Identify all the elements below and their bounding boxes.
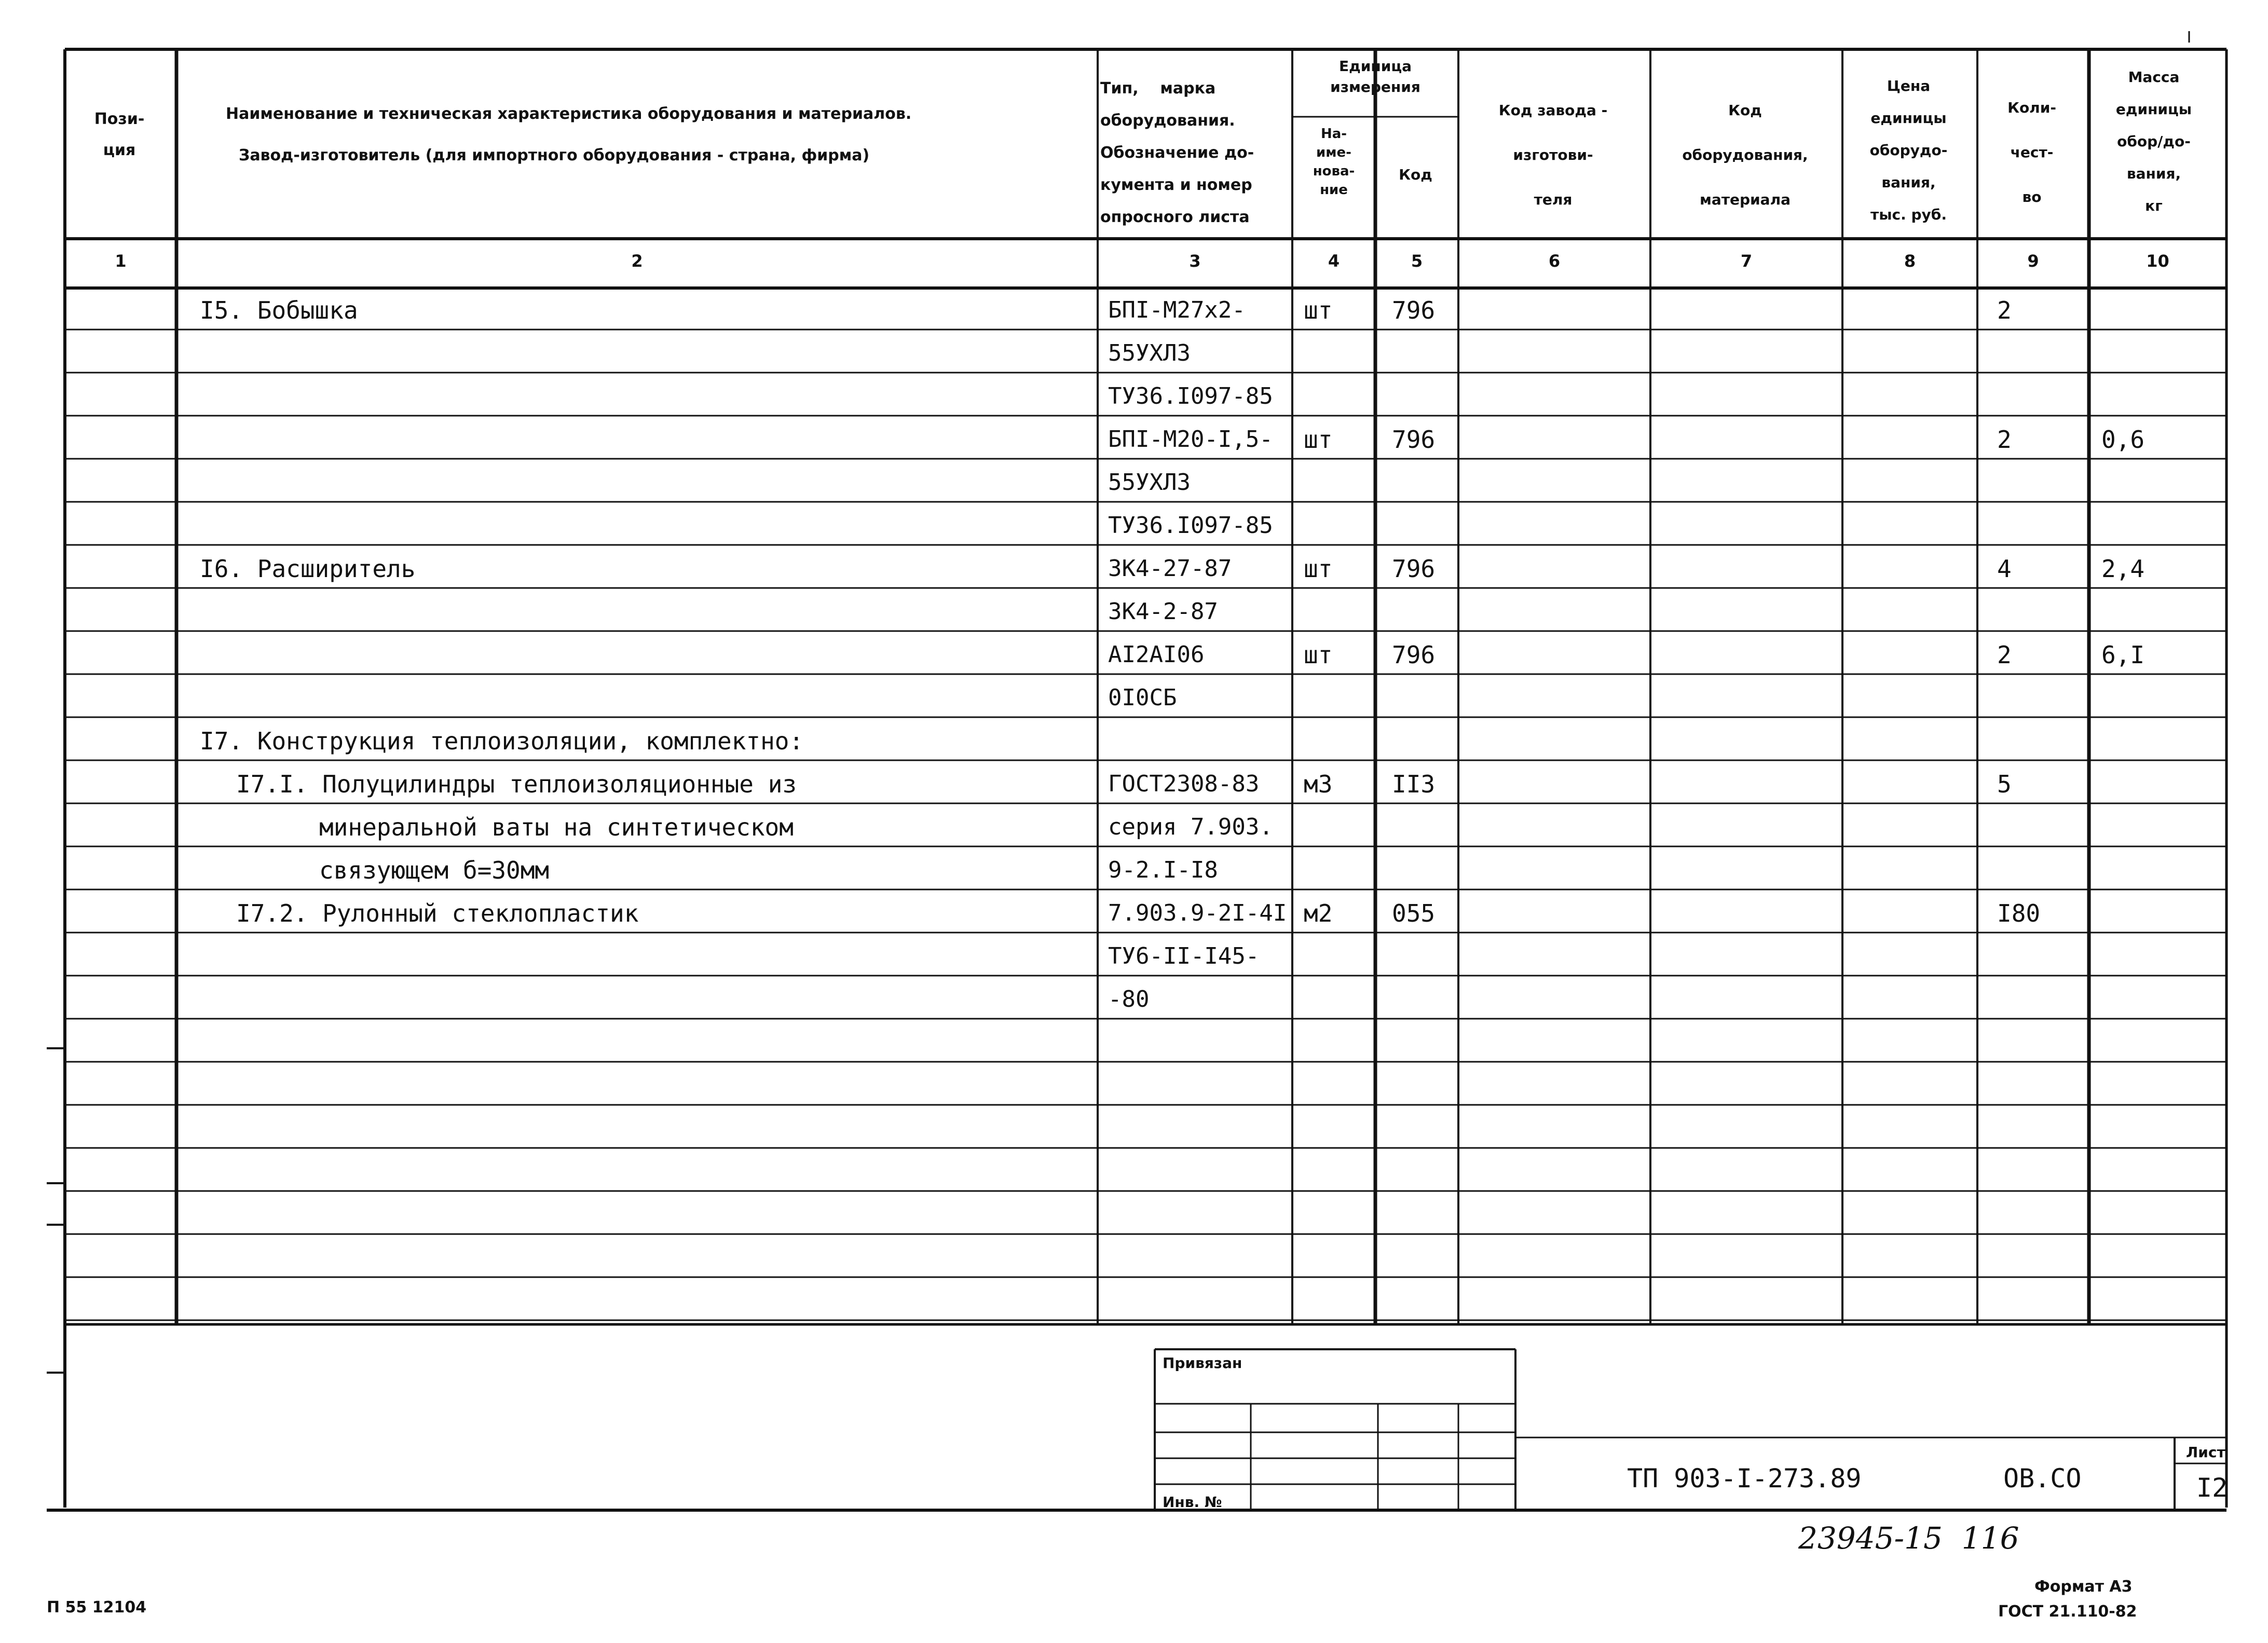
- header-price-line: вания,: [1881, 174, 1936, 191]
- header-name-line: Наименование и техническая характеристика оборудования и материалов.: [226, 105, 912, 123]
- stamp-privyazan-label: Привязан: [1163, 1354, 1242, 1372]
- cell-type: 3К4-2-87: [1108, 598, 1218, 625]
- header-quantity-line: чест-: [2010, 144, 2054, 161]
- column-number-4: 4: [1328, 251, 1340, 271]
- document-section: ОВ.СО: [2003, 1463, 2082, 1494]
- cell-type: ТУ6-II-I45-: [1108, 943, 1260, 969]
- header-price-line: Цена: [1887, 77, 1931, 94]
- header-unit-name-line: нова-: [1313, 163, 1355, 179]
- cell-code: II3: [1392, 770, 1436, 798]
- cell-unit: м3: [1304, 770, 1333, 798]
- header-mass-line: кг: [2145, 197, 2163, 214]
- header-unit-name-line: На-: [1320, 126, 1347, 142]
- cell-qty: 4: [1997, 555, 2012, 583]
- cell-qty: I80: [1997, 899, 2041, 927]
- cell-name: I5. Бобышка: [200, 296, 358, 324]
- column-number-1: 1: [115, 251, 127, 271]
- header-price-line: тыс. руб.: [1870, 206, 1947, 223]
- cell-mass: 0,6: [2101, 426, 2145, 454]
- footer-format: Формат А3: [2034, 1578, 2133, 1596]
- cell-type: АI2АI06: [1108, 641, 1205, 668]
- header-type-line: Обозначение до-: [1100, 144, 1254, 162]
- header-unit-line: измерения: [1330, 78, 1420, 95]
- header-unit-name-line: име-: [1316, 145, 1351, 160]
- cell-type: 55УХЛ3: [1108, 340, 1191, 366]
- header-mass: [2089, 61, 2219, 222]
- header-quantity-line: во: [2022, 188, 2042, 206]
- cell-type: серия 7.903.: [1108, 814, 1273, 840]
- header-equipment-code-line: Код: [1728, 102, 1762, 119]
- header-factory-code-line: Код завода -: [1498, 102, 1608, 119]
- cell-qty: 5: [1997, 770, 2012, 798]
- column-number-7: 7: [1740, 251, 1753, 271]
- cell-type: БПI-М20-I,5-: [1108, 426, 1273, 453]
- header-position-line: ция: [103, 141, 136, 159]
- column-number-9: 9: [2027, 251, 2039, 271]
- cell-code: 055: [1392, 899, 1436, 927]
- cell-qty: 2: [1997, 296, 2012, 324]
- header-name: [179, 93, 958, 176]
- cell-unit: шт: [1304, 641, 1333, 669]
- cell-unit: шт: [1304, 296, 1333, 324]
- cell-type: 0I0СБ: [1108, 684, 1177, 711]
- cell-mass: 2,4: [2101, 555, 2145, 583]
- cell-name: I6. Расширитель: [200, 555, 416, 583]
- cell-name: I7. Конструкция теплоизоляции, комплектно:: [200, 727, 804, 755]
- header-position-line: Пози-: [94, 110, 145, 128]
- header-mass-line: вания,: [2126, 165, 2181, 182]
- column-number-8: 8: [1904, 251, 1916, 271]
- column-number-5: 5: [1411, 251, 1423, 271]
- header-type-line: кумента и номер: [1100, 176, 1252, 194]
- document-number: ТП 903-I-273.89: [1627, 1463, 1862, 1494]
- cell-type: ГОСТ2308-83: [1108, 771, 1260, 797]
- cell-code: 796: [1392, 296, 1436, 324]
- cell-type: -80: [1108, 986, 1150, 1012]
- header-type: [1100, 73, 1292, 234]
- header-price-line: единицы: [1870, 109, 1947, 127]
- cell-type: 9-2.I-I8: [1108, 857, 1218, 883]
- header-unit-line: Единица: [1339, 58, 1412, 75]
- header-unit: [1295, 56, 1456, 98]
- header-price: [1842, 70, 1975, 231]
- cell-code: 796: [1392, 641, 1436, 669]
- cell-name: минеральной ваты на синтетическом: [319, 813, 794, 841]
- header-factory-code-line: теля: [1534, 191, 1573, 208]
- column-number-3: 3: [1189, 251, 1201, 271]
- footer-gost: ГОСТ 21.110-82: [1998, 1603, 2137, 1621]
- cell-type: ТУ36.I097-85: [1108, 512, 1273, 539]
- cell-code: 796: [1392, 555, 1436, 583]
- cell-type: 3К4-27-87: [1108, 555, 1232, 582]
- cell-code: 796: [1392, 426, 1436, 454]
- header-type-line: Тип, марка: [1100, 79, 1216, 98]
- column-number-10: 10: [2146, 251, 2169, 271]
- header-factory-code-line: изготови-: [1513, 146, 1593, 163]
- header-unit-name: [1295, 125, 1373, 199]
- column-number-2: 2: [631, 251, 643, 271]
- cell-unit: шт: [1304, 426, 1333, 454]
- header-unit-name-line: ние: [1320, 182, 1348, 198]
- header-equipment-code: [1650, 88, 1840, 222]
- sheet-label: Лист: [2186, 1444, 2225, 1461]
- footer-left-code: П 55 12104: [47, 1598, 147, 1617]
- cell-qty: 2: [1997, 426, 2012, 454]
- sheet-number: I2: [2196, 1473, 2228, 1503]
- header-quantity: [1977, 86, 2086, 220]
- handwritten-number: 23945-15 116: [1798, 1521, 2019, 1556]
- header-type-line: оборудования.: [1100, 112, 1235, 130]
- header-unit-code-text: Код: [1399, 166, 1432, 183]
- header-position: [67, 104, 171, 166]
- header-equipment-code-line: материала: [1700, 191, 1791, 208]
- cell-type: 7.903.9-2I-4I: [1108, 900, 1287, 926]
- cell-name: I7.2. Рулонный стеклопластик: [236, 899, 639, 927]
- header-mass-line: обор/до-: [2117, 133, 2191, 150]
- cell-unit: шт: [1304, 555, 1333, 583]
- cell-type: БПI-М27х2-: [1108, 297, 1246, 323]
- header-factory-code: [1458, 88, 1648, 222]
- cell-type: ТУ36.I097-85: [1108, 383, 1273, 409]
- cell-type: 55УХЛ3: [1108, 469, 1191, 496]
- cell-qty: 2: [1997, 641, 2012, 669]
- header-unit-code: [1375, 163, 1456, 186]
- cell-unit: м2: [1304, 899, 1333, 927]
- column-number-6: 6: [1548, 251, 1561, 271]
- header-mass-line: единицы: [2115, 101, 2192, 118]
- header-mass-line: Масса: [2128, 69, 2180, 86]
- header-type-line: опросного листа: [1100, 208, 1250, 226]
- header-quantity-line: Коли-: [2007, 99, 2056, 116]
- header-equipment-code-line: оборудования,: [1682, 146, 1808, 163]
- header-name-line: Завод-изготовитель (для импортного оборудования - страна, фирма): [239, 146, 870, 165]
- cell-mass: 6,I: [2101, 641, 2145, 669]
- stamp-inv-label: Инв. №: [1163, 1494, 1222, 1511]
- header-price-line: оборудо-: [1869, 142, 1948, 159]
- cell-name: связующем б=30мм: [319, 856, 550, 884]
- cell-name: I7.I. Полуцилиндры теплоизоляционные из: [236, 770, 797, 798]
